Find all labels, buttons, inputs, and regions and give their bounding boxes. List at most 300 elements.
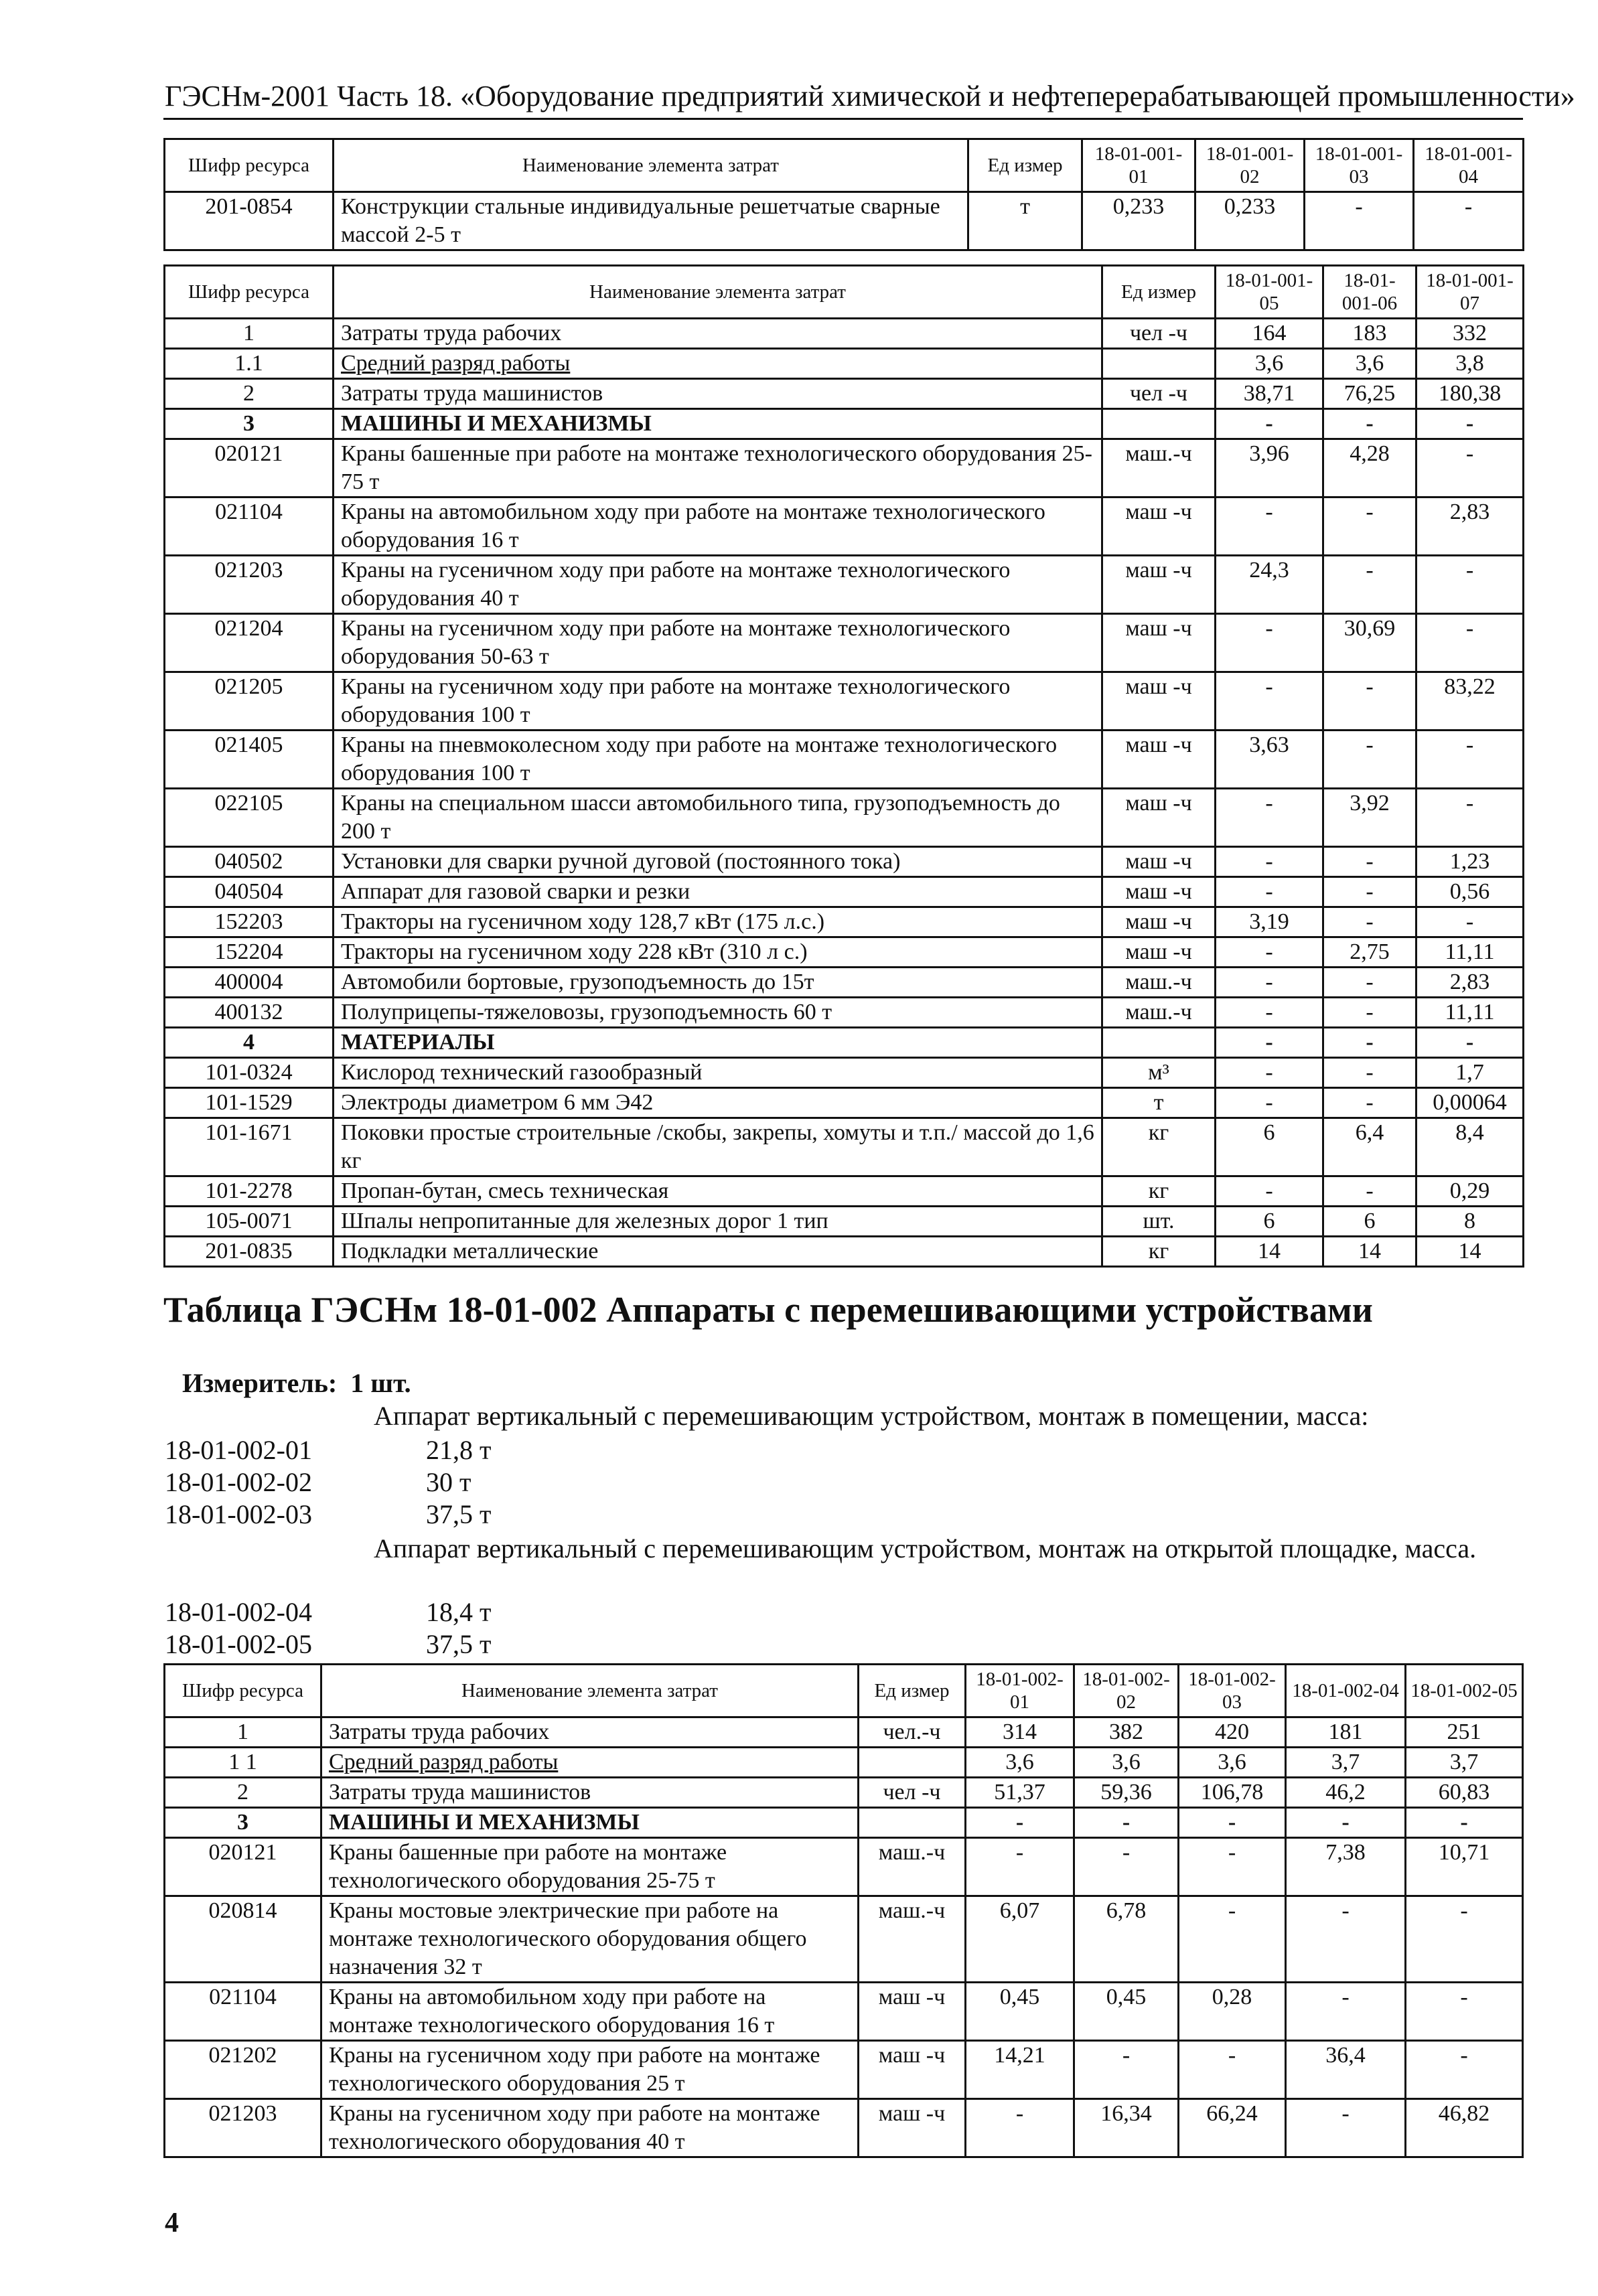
unit-cell: маш.-ч (859, 1896, 966, 1983)
value-cell: - (1216, 789, 1323, 847)
item-code: 18-01-002-03 (165, 1499, 312, 1529)
value-cell: 46,82 (1406, 2099, 1523, 2157)
resource-code-cell: 040504 (165, 877, 334, 907)
item-code: 18-01-002-05 (165, 1629, 312, 1659)
cost-element-cell: Краны на гусеничном ходу при работе на монтаже технологического оборудования 25 т (321, 2041, 859, 2099)
table-row (165, 498, 1524, 556)
value-cell: 3,6 (1216, 349, 1323, 379)
table-row (165, 1748, 1523, 1778)
resource-code-cell: 021203 (165, 2099, 321, 2157)
resource-code-cell: 201-0854 (165, 192, 334, 250)
value-cell: 3,63 (1216, 731, 1323, 789)
column-header: Шифр ресурса (165, 266, 334, 319)
cost-element-cell (334, 349, 1102, 379)
value-cell: - (1216, 937, 1323, 968)
resource-code-cell: 020814 (165, 1896, 321, 1983)
unit-cell: маш -ч (1102, 937, 1216, 968)
cost-element-cell: Конструкции стальные индивидуальные решетчатые сварные массой 2-5 т (334, 192, 968, 250)
column-header: 18-01-001-04 (1414, 139, 1524, 192)
item-value: 37,5 т (426, 1499, 492, 1529)
value-cell: 2,75 (1323, 937, 1417, 968)
column-header: Ед измер (1102, 266, 1216, 319)
value-cell: 8 (1417, 1207, 1524, 1237)
column-header: Наименование элемента затрат (321, 1665, 859, 1717)
value-cell: 8,4 (1417, 1118, 1524, 1176)
value-cell: 3,19 (1216, 907, 1323, 937)
value-cell: 16,34 (1074, 2099, 1179, 2157)
resource-code-cell: 101-0324 (165, 1058, 334, 1088)
value-cell: 3,6 (1074, 1748, 1179, 1778)
value-cell: - (1417, 789, 1524, 847)
unit-cell (1102, 1028, 1216, 1058)
column-header: 18-01-002-05 (1406, 1665, 1523, 1717)
measure-value: 1 шт. (350, 1368, 411, 1398)
item-value: 21,8 т (426, 1435, 492, 1465)
resource-code-cell: 022105 (165, 789, 334, 847)
value-cell: 164 (1216, 319, 1323, 349)
cost-element-cell: Краны на гусеничном ходу при работе на монтаже технологического оборудования 40 т (321, 2099, 859, 2157)
value-cell: - (966, 1838, 1074, 1896)
value-cell: 0,56 (1417, 877, 1524, 907)
value-cell: - (1216, 1058, 1323, 1088)
unit-cell: кг (1102, 1237, 1216, 1267)
value-cell: - (1323, 1028, 1417, 1058)
value-cell: - (1216, 1176, 1323, 1207)
value-cell: 3,8 (1417, 349, 1524, 379)
value-cell: - (1417, 907, 1524, 937)
value-cell: 3,96 (1216, 439, 1323, 498)
value-cell: - (1406, 1896, 1523, 1983)
table-resources-001-05-07 (163, 264, 1524, 1268)
table-row (165, 319, 1524, 349)
value-cell: 1,7 (1417, 1058, 1524, 1088)
table-row (165, 1028, 1524, 1058)
value-cell: 6,78 (1074, 1896, 1179, 1983)
unit-cell: чел -ч (1102, 319, 1216, 349)
value-cell: - (1323, 1176, 1417, 1207)
value-cell: 181 (1286, 1717, 1406, 1748)
item-value: 30 т (426, 1467, 471, 1497)
value-cell: - (1323, 847, 1417, 877)
table-resources-002 (163, 1663, 1524, 2158)
desc-indoor: Аппарат вертикальный с перемешивающим устройством, монтаж в помещении, масса: (374, 1401, 1369, 1431)
cost-element-cell: Краны башенные при работе на монтаже технологического оборудования 25-75 т (321, 1838, 859, 1896)
cost-element-cell: Затраты труда рабочих (334, 319, 1102, 349)
value-cell: 251 (1406, 1717, 1523, 1748)
table-row (165, 1896, 1523, 1983)
table-header-row (165, 139, 1524, 192)
item-value: 37,5 т (426, 1629, 492, 1659)
resource-code-cell: 2 (165, 379, 334, 409)
cost-element-cell: Краны на пневмоколесном ходу при работе на монтаже технологического оборудования 100 т (334, 731, 1102, 789)
value-cell: 180,38 (1417, 379, 1524, 409)
resource-code-cell: 101-1671 (165, 1118, 334, 1176)
item-code: 18-01-002-02 (165, 1467, 312, 1497)
table-row (165, 968, 1524, 998)
value-cell: 14 (1417, 1237, 1524, 1267)
table-row (165, 998, 1524, 1028)
resource-code-cell: 201-0835 (165, 1237, 334, 1267)
value-cell: - (1216, 1028, 1323, 1058)
header-rule (163, 118, 1523, 120)
value-cell: - (1216, 1088, 1323, 1118)
column-header: Ед измер (859, 1665, 966, 1717)
unit-cell: чел.-ч (859, 1717, 966, 1748)
value-cell: - (1406, 1983, 1523, 2041)
value-cell: - (1323, 998, 1417, 1028)
value-cell: 0,29 (1417, 1176, 1524, 1207)
resource-code-cell: 021405 (165, 731, 334, 789)
table-header-row (165, 1665, 1523, 1717)
table-resources-001-01-04 (163, 138, 1524, 251)
value-cell: 14 (1323, 1237, 1417, 1267)
column-header: Ед измер (968, 139, 1082, 192)
table-row (165, 789, 1524, 847)
value-cell: 6 (1216, 1207, 1323, 1237)
unit-cell (1102, 409, 1216, 439)
table-row (165, 409, 1524, 439)
value-cell: - (1417, 556, 1524, 614)
cost-element-cell: Краны на гусеничном ходу при работе на монтаже технологического оборудования 40 т (334, 556, 1102, 614)
table-row (165, 907, 1524, 937)
cost-element-cell: Электроды диаметром 6 мм Э42 (334, 1088, 1102, 1118)
cost-element-cell: Затраты труда машинистов (334, 379, 1102, 409)
value-cell: 3,7 (1286, 1748, 1406, 1778)
unit-cell: чел -ч (859, 1778, 966, 1808)
column-header: 18-01-001-07 (1417, 266, 1524, 319)
value-cell: - (1286, 2099, 1406, 2157)
cost-element-cell: Кислород технический газообразный (334, 1058, 1102, 1088)
table-row (165, 1237, 1524, 1267)
value-cell: 51,37 (966, 1778, 1074, 1808)
column-header: Наименование элемента затрат (334, 139, 968, 192)
cost-element-cell: Аппарат для газовой сварки и резки (334, 877, 1102, 907)
column-header: 18-01-001-05 (1216, 266, 1323, 319)
column-header: 18-01-001-01 (1082, 139, 1195, 192)
value-cell: 0,45 (1074, 1983, 1179, 2041)
unit-cell: маш -ч (859, 2099, 966, 2157)
unit-cell: м³ (1102, 1058, 1216, 1088)
value-cell: 14 (1216, 1237, 1323, 1267)
resource-code-cell: 021203 (165, 556, 334, 614)
table-row (165, 877, 1524, 907)
column-header: 18-01-001-03 (1305, 139, 1414, 192)
unit-cell: маш.-ч (1102, 439, 1216, 498)
value-cell: 3,7 (1406, 1748, 1523, 1778)
cost-element-cell: Затраты труда машинистов (321, 1778, 859, 1808)
resource-code-cell: 101-2278 (165, 1176, 334, 1207)
value-cell: - (1286, 1896, 1406, 1983)
table-row (165, 1088, 1524, 1118)
column-header: 18-01-001-06 (1323, 266, 1417, 319)
value-cell: - (1216, 672, 1323, 731)
value-cell: 0,233 (1195, 192, 1305, 250)
column-header: Шифр ресурса (165, 1665, 321, 1717)
value-cell: 382 (1074, 1717, 1179, 1748)
value-cell: - (1417, 731, 1524, 789)
value-cell: - (1216, 614, 1323, 672)
table-row (165, 1778, 1523, 1808)
cost-element-cell: Краны на специальном шасси автомобильного типа, грузоподъемность до 200 т (334, 789, 1102, 847)
column-header: Шифр ресурса (165, 139, 334, 192)
value-cell: - (1323, 498, 1417, 556)
value-cell: 14,21 (966, 2041, 1074, 2099)
value-cell: 332 (1417, 319, 1524, 349)
value-cell: - (1406, 2041, 1523, 2099)
value-cell: 10,71 (1406, 1838, 1523, 1896)
value-cell: - (1323, 968, 1417, 998)
unit-cell: маш -ч (1102, 672, 1216, 731)
value-cell: - (966, 1808, 1074, 1838)
value-cell: 6 (1216, 1118, 1323, 1176)
unit-cell: кг (1102, 1118, 1216, 1176)
unit-cell: маш -ч (1102, 877, 1216, 907)
table-row (165, 2041, 1523, 2099)
cost-element-cell: Затраты труда рабочих (321, 1717, 859, 1748)
unit-cell: маш -ч (1102, 907, 1216, 937)
value-cell: - (1286, 1983, 1406, 2041)
value-cell: 46,2 (1286, 1778, 1406, 1808)
resource-code-cell: 020121 (165, 439, 334, 498)
value-cell: 106,78 (1179, 1778, 1286, 1808)
table-row (165, 1176, 1524, 1207)
table-row (165, 556, 1524, 614)
unit-cell: т (968, 192, 1082, 250)
table-row (165, 1983, 1523, 2041)
unit-cell: маш -ч (1102, 556, 1216, 614)
value-cell: - (1406, 1808, 1523, 1838)
unit-cell: маш -ч (1102, 789, 1216, 847)
resource-code-cell: 105-0071 (165, 1207, 334, 1237)
resource-code-cell: 1 1 (165, 1748, 321, 1778)
resource-code-cell: 021104 (165, 1983, 321, 2041)
value-cell: - (1216, 998, 1323, 1028)
cost-element-cell: Краны башенные при работе на монтаже технологического оборудования 25-75 т (334, 439, 1102, 498)
table-row (165, 937, 1524, 968)
value-cell: - (1216, 498, 1323, 556)
resource-code-cell: 1 (165, 319, 334, 349)
cost-element-cell (321, 1748, 859, 1778)
unit-cell: маш.-ч (1102, 968, 1216, 998)
unit-cell: шт. (1102, 1207, 1216, 1237)
item-code: 18-01-002-04 (165, 1597, 312, 1627)
page-header: ГЭСНм-2001 Часть 18. «Оборудование предприятий химической и нефтеперерабатывающей промышленности» (165, 80, 1575, 112)
column-header: 18-01-001-02 (1195, 139, 1305, 192)
value-cell: - (1323, 907, 1417, 937)
value-cell: - (1074, 1808, 1179, 1838)
measure-label: Измеритель: (182, 1368, 338, 1398)
measure-line (182, 1367, 411, 1399)
item-code: 18-01-002-01 (165, 1435, 312, 1465)
cost-element-cell: Краны мостовые электрические при работе на монтаже технологического оборудования общего назначения 32 т (321, 1896, 859, 1983)
table-row (165, 847, 1524, 877)
value-cell: - (1216, 968, 1323, 998)
value-cell: 0,45 (966, 1983, 1074, 2041)
resource-code-cell: 400132 (165, 998, 334, 1028)
resource-code-cell: 4 (165, 1028, 334, 1058)
value-cell: - (1417, 439, 1524, 498)
unit-cell (859, 1808, 966, 1838)
value-cell: 7,38 (1286, 1838, 1406, 1896)
resource-code-cell: 2 (165, 1778, 321, 1808)
table-row (165, 1717, 1523, 1748)
table-row (165, 439, 1524, 498)
column-header: 18-01-002-03 (1179, 1665, 1286, 1717)
value-cell: 3,6 (966, 1748, 1074, 1778)
value-cell: 6,07 (966, 1896, 1074, 1983)
resource-code-cell: 3 (165, 1808, 321, 1838)
table-row (165, 1207, 1524, 1237)
value-cell: - (1179, 2041, 1286, 2099)
section-title: Таблица ГЭСНм 18-01-002 Аппараты с перемешивающими устройствами (163, 1290, 1373, 1330)
value-cell: 60,83 (1406, 1778, 1523, 1808)
cost-element-cell: Подкладки металлические (334, 1237, 1102, 1267)
resource-code-cell: 1 (165, 1717, 321, 1748)
value-cell: - (1216, 409, 1323, 439)
cost-element-cell: Тракторы на гусеничном ходу 228 кВт (310 л с.) (334, 937, 1102, 968)
table-row (165, 1808, 1523, 1838)
cost-element-cell: МАШИНЫ И МЕХАНИЗМЫ (334, 409, 1102, 439)
cost-element-cell: Установки для сварки ручной дуговой (постоянного тока) (334, 847, 1102, 877)
value-cell: 4,28 (1323, 439, 1417, 498)
unit-cell (1102, 349, 1216, 379)
resource-code-cell: 021202 (165, 2041, 321, 2099)
desc-outdoor: Аппарат вертикальный с перемешивающим устройством, монтаж на открытой площадке, масса. (374, 1533, 1477, 1563)
value-cell: 36,4 (1286, 2041, 1406, 2099)
cost-element-cell: Тракторы на гусеничном ходу 128,7 кВт (175 л.с.) (334, 907, 1102, 937)
value-cell: - (1323, 409, 1417, 439)
table-row (165, 672, 1524, 731)
value-cell: 1,23 (1417, 847, 1524, 877)
cost-element-cell: МАТЕРИАЛЫ (334, 1028, 1102, 1058)
cost-element-cell: Пропан-бутан, смесь техническая (334, 1176, 1102, 1207)
resource-code-cell: 152204 (165, 937, 334, 968)
table-header-row (165, 266, 1524, 319)
cost-element-text: Средний разряд работы (341, 351, 571, 376)
value-cell: 38,71 (1216, 379, 1323, 409)
resource-code-cell: 101-1529 (165, 1088, 334, 1118)
value-cell: - (1216, 847, 1323, 877)
cost-element-cell: Автомобили бортовые, грузоподъемность до 15т (334, 968, 1102, 998)
cost-element-cell: Шпалы непропитанные для железных дорог 1 тип (334, 1207, 1102, 1237)
unit-cell: маш -ч (1102, 614, 1216, 672)
table-row (165, 614, 1524, 672)
table-row (165, 1058, 1524, 1088)
cost-element-cell: Краны на автомобильном ходу при работе на монтаже технологического оборудования 16 т (334, 498, 1102, 556)
resource-code-cell: 021205 (165, 672, 334, 731)
value-cell: - (1179, 1896, 1286, 1983)
value-cell: - (1323, 556, 1417, 614)
unit-cell: маш -ч (859, 1983, 966, 2041)
unit-cell: т (1102, 1088, 1216, 1118)
value-cell: 59,36 (1074, 1778, 1179, 1808)
unit-cell: маш -ч (1102, 847, 1216, 877)
value-cell: - (1074, 1838, 1179, 1896)
value-cell: - (1323, 1088, 1417, 1118)
cost-element-cell: Полуприцепы-тяжеловозы, грузоподъемность 60 т (334, 998, 1102, 1028)
value-cell: 0,233 (1082, 192, 1195, 250)
value-cell: 3,92 (1323, 789, 1417, 847)
value-cell: 24,3 (1216, 556, 1323, 614)
value-cell: 2,83 (1417, 968, 1524, 998)
value-cell: 3,6 (1179, 1748, 1286, 1778)
cost-element-cell: Краны на автомобильном ходу при работе на монтаже технологического оборудования 16 т (321, 1983, 859, 2041)
unit-cell: кг (1102, 1176, 1216, 1207)
value-cell: - (1179, 1808, 1286, 1838)
value-cell: 183 (1323, 319, 1417, 349)
resource-code-cell: 3 (165, 409, 334, 439)
unit-cell: маш -ч (1102, 498, 1216, 556)
value-cell: 76,25 (1323, 379, 1417, 409)
value-cell: - (1417, 614, 1524, 672)
table-row (165, 1118, 1524, 1176)
unit-cell: маш -ч (1102, 731, 1216, 789)
resource-code-cell: 040502 (165, 847, 334, 877)
value-cell: 66,24 (1179, 2099, 1286, 2157)
value-cell: - (1414, 192, 1524, 250)
column-header: 18-01-002-02 (1074, 1665, 1179, 1717)
resource-code-cell: 020121 (165, 1838, 321, 1896)
value-cell: - (1323, 1058, 1417, 1088)
value-cell: - (1305, 192, 1414, 250)
column-header: 18-01-002-01 (966, 1665, 1074, 1717)
cost-element-cell: МАШИНЫ И МЕХАНИЗМЫ (321, 1808, 859, 1838)
value-cell: - (1074, 2041, 1179, 2099)
cost-element-cell: Краны на гусеничном ходу при работе на монтаже технологического оборудования 100 т (334, 672, 1102, 731)
unit-cell: маш.-ч (1102, 998, 1216, 1028)
value-cell: 11,11 (1417, 937, 1524, 968)
cost-element-text: Средний разряд работы (329, 1750, 559, 1774)
value-cell: 0,28 (1179, 1983, 1286, 2041)
value-cell: 11,11 (1417, 998, 1524, 1028)
resource-code-cell: 400004 (165, 968, 334, 998)
table-row (165, 1838, 1523, 1896)
value-cell: 420 (1179, 1717, 1286, 1748)
value-cell: 30,69 (1323, 614, 1417, 672)
value-cell: 2,83 (1417, 498, 1524, 556)
table-row (165, 731, 1524, 789)
value-cell: - (1323, 672, 1417, 731)
value-cell: 6,4 (1323, 1118, 1417, 1176)
value-cell: 6 (1323, 1207, 1417, 1237)
value-cell: - (1323, 877, 1417, 907)
value-cell: - (1417, 409, 1524, 439)
value-cell: 83,22 (1417, 672, 1524, 731)
value-cell: - (1323, 731, 1417, 789)
value-cell: - (1286, 1808, 1406, 1838)
resource-code-cell: 021204 (165, 614, 334, 672)
unit-cell: маш.-ч (859, 1838, 966, 1896)
column-header: 18-01-002-04 (1286, 1665, 1406, 1717)
value-cell: - (1179, 1838, 1286, 1896)
cost-element-cell: Поковки простые строительные /скобы, закрепы, хомуты и т.п./ массой до 1,6 кг (334, 1118, 1102, 1176)
page-number: 4 (165, 2208, 179, 2238)
value-cell: - (1216, 877, 1323, 907)
value-cell: 314 (966, 1717, 1074, 1748)
table-row (165, 349, 1524, 379)
unit-cell: чел -ч (1102, 379, 1216, 409)
value-cell: 0,00064 (1417, 1088, 1524, 1118)
unit-cell (859, 1748, 966, 1778)
unit-cell: маш -ч (859, 2041, 966, 2099)
value-cell: - (966, 2099, 1074, 2157)
item-value: 18,4 т (426, 1597, 492, 1627)
resource-code-cell: 1.1 (165, 349, 334, 379)
table-row (165, 2099, 1523, 2157)
table-row (165, 379, 1524, 409)
value-cell: - (1417, 1028, 1524, 1058)
table-row (165, 192, 1524, 250)
